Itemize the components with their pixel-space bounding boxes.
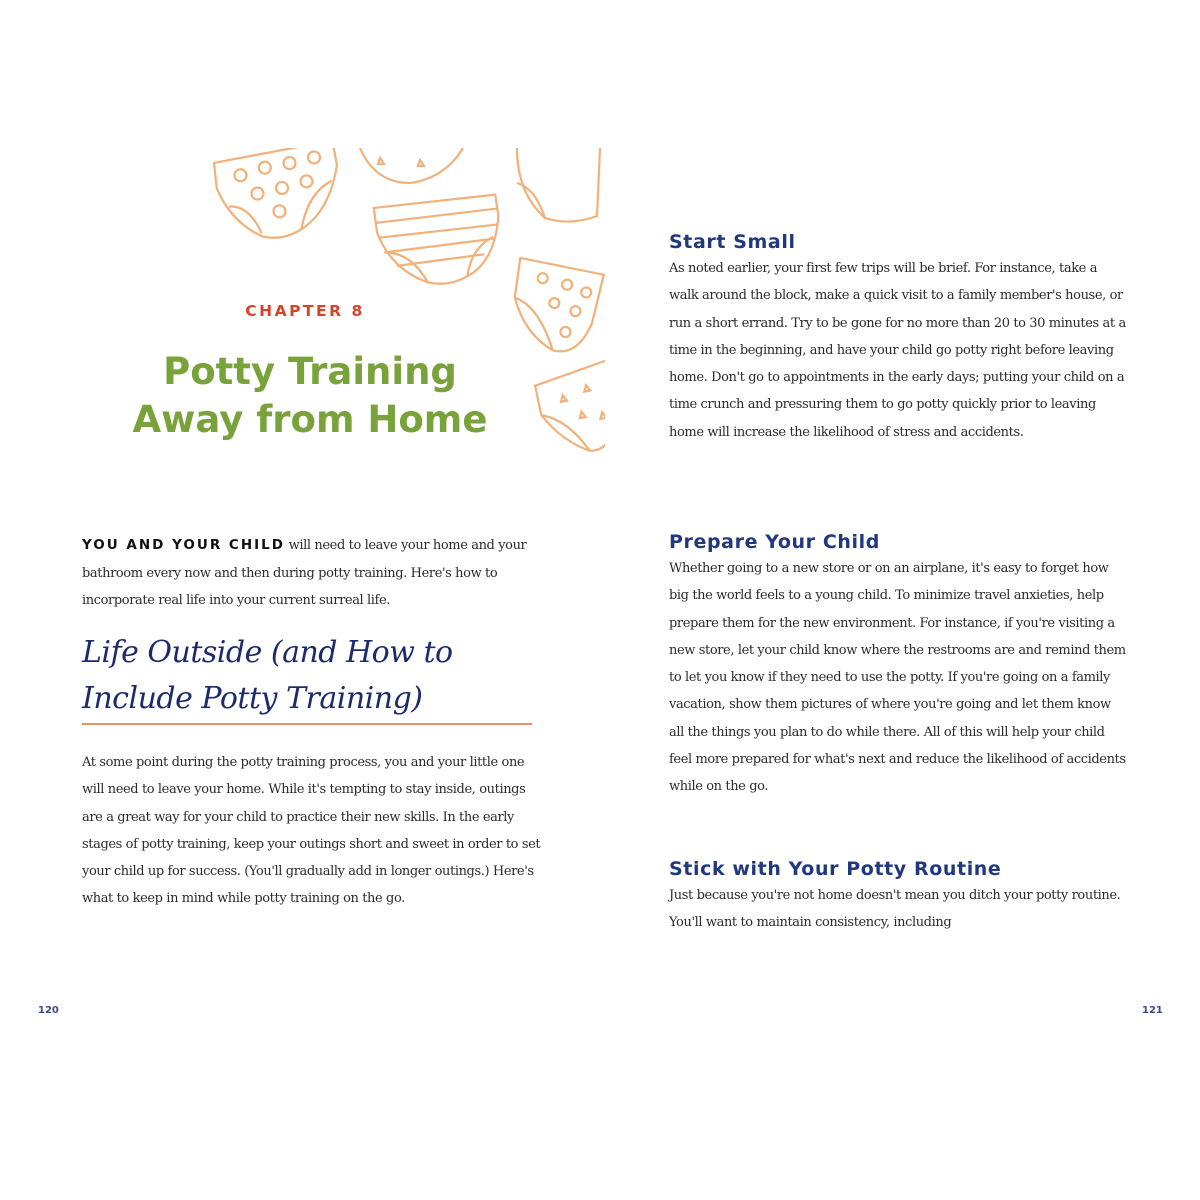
section-body-start-small: As noted earlier, your first few trips will be brief. For instance, take a walk around the block, make a quick visit to a family member's house, or run a short errand. Try to be gone for no more than 20 to 30 minutes at a time in the beginning, and have your child go potty right before leaving home. Don't go to appointments in the early days; putting your child on a time crunch and pressuring them to go potty quickly prior to leaving home will increase the likelihood of stress and accidents. <box>669 261 1126 440</box>
heading-underline <box>82 723 532 725</box>
chapter-label: CHAPTER 8 <box>245 302 365 320</box>
intro-text: will need to leave your home and your bathroom every now and then during potty training. Here's how to incorporate real life into your current surreal life. <box>82 538 527 608</box>
section-heading <box>82 630 537 722</box>
section-heading-line2: Include Potty Training) <box>82 681 423 716</box>
section-heading-start-small: Start Small <box>669 231 796 253</box>
page-number-right: 121 <box>1142 1005 1163 1016</box>
section-start-small <box>669 229 1129 446</box>
section-stick-with-routine <box>669 856 1129 937</box>
section-heading-line1: Life Outside (and How to <box>82 635 453 670</box>
chapter-title-line1: Potty Training <box>163 350 457 393</box>
section-heading-prepare-your-child: Prepare Your Child <box>669 531 880 553</box>
chapter-title <box>110 348 510 444</box>
section-paragraph: At some point during the potty training process, you and your little one will need to leave your home. While it's tempting to stay inside, outings are a great way for your child to practice their new skills. In the early stages of potty training, keep your outings short and sweet in order to set your child up for success. (You'll gradually add in longer outings.) Here's what to keep in mind while potty training on the go. <box>82 755 541 907</box>
right-page <box>600 0 1200 1200</box>
section-body-stick-with-routine: Just because you're not home doesn't mean you ditch your potty routine. You'll want to maintain consistency, including <box>669 888 1121 931</box>
page-number-left: 120 <box>38 1005 59 1016</box>
section-body-prepare-your-child: Whether going to a new store or on an airplane, it's easy to forget how big the world feels to a young child. To minimize travel anxieties, help prepare them for the new environment. For instance, if you're visiting a new store, let your child know where the restrooms are and remind them to let you know if they need to use the potty. If you're going on a family vacation, show them pictures of where you're going and let them know all the things you plan to do while there. All of this will help your child feel more prepared for what's next and reduce the likelihood of accidents while on the go. <box>669 561 1126 795</box>
section-prepare-your-child <box>669 529 1129 801</box>
section-heading-stick-with-routine: Stick with Your Potty Routine <box>669 858 1002 880</box>
intro-lead: YOU AND YOUR CHILD <box>82 537 285 553</box>
chapter-title-line2: Away from Home <box>132 398 488 441</box>
intro-paragraph <box>82 532 552 615</box>
